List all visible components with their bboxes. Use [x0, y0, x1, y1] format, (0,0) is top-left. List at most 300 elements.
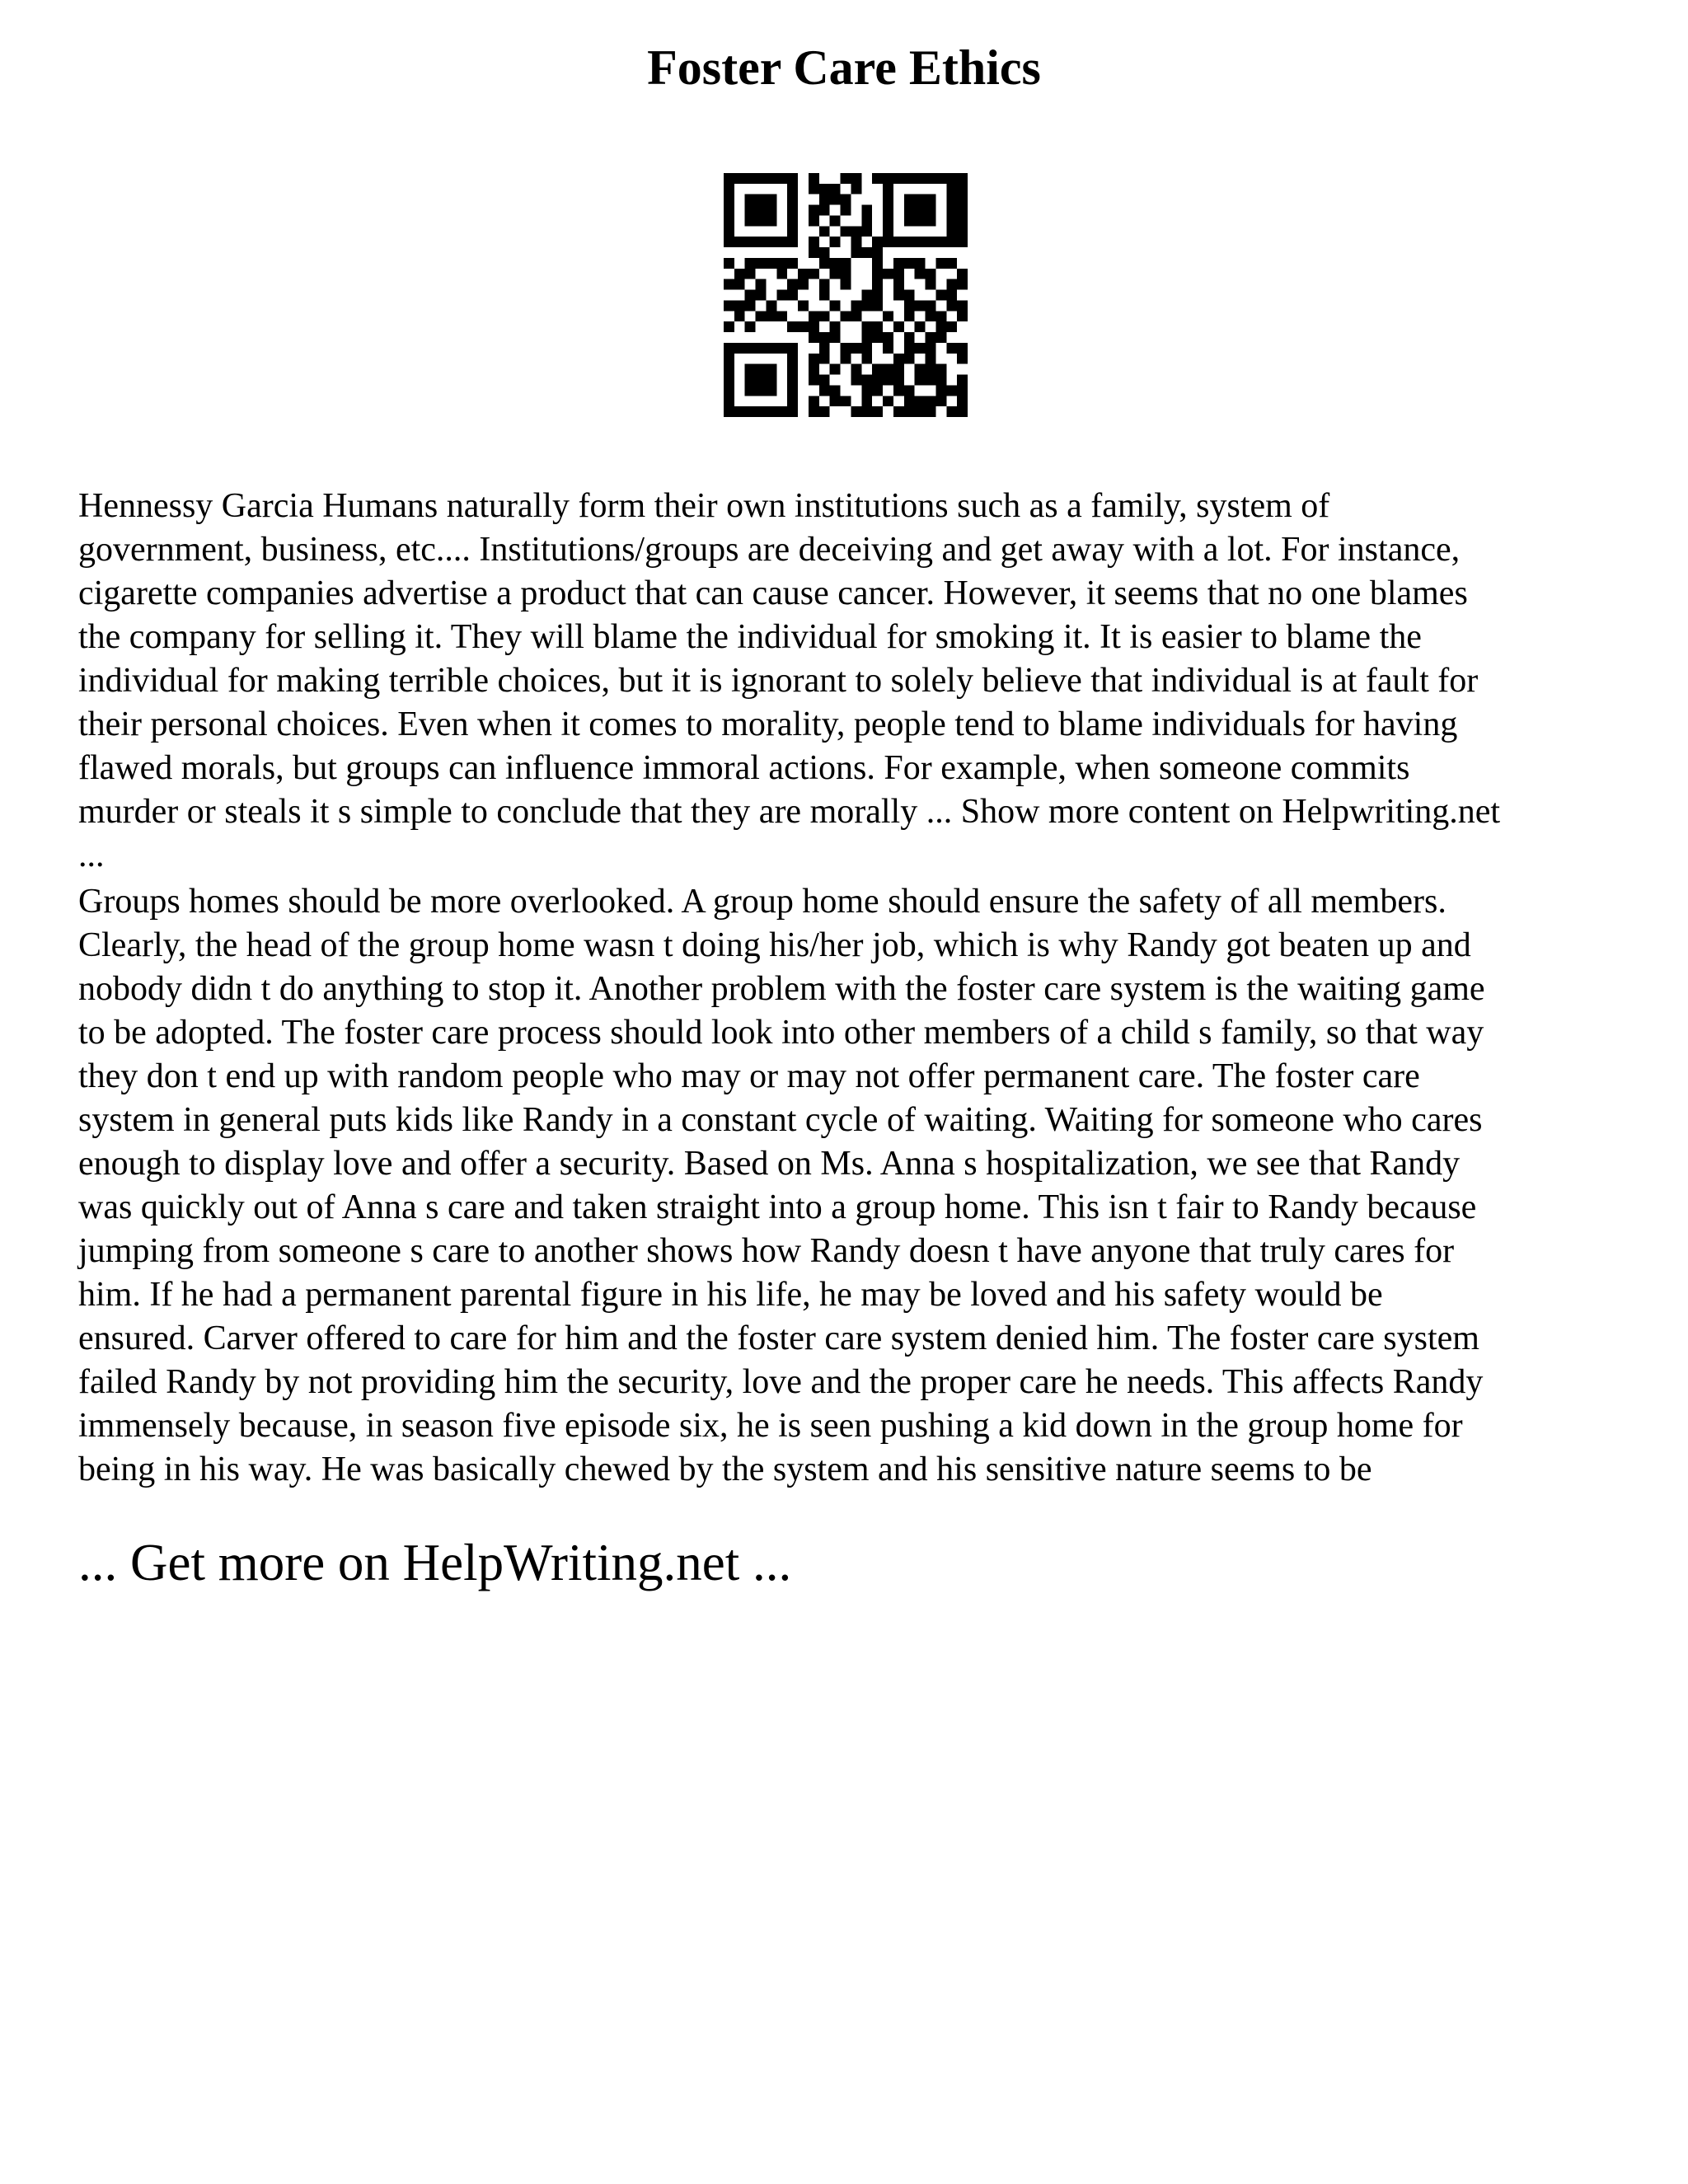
qr-module: [904, 385, 915, 396]
qr-module: [915, 205, 926, 216]
qr-module: [861, 215, 872, 226]
qr-module: [830, 300, 841, 311]
qr-module: [841, 194, 851, 205]
qr-module: [883, 184, 893, 194]
qr-module: [851, 343, 861, 354]
qr-module: [841, 173, 851, 184]
paragraph-line: was quickly out of Anna s care and taken straight into a group home. This isn t fair to Randy because: [78, 1188, 1477, 1226]
document-title: Foster Care Ethics: [647, 40, 1041, 95]
qr-module: [893, 173, 904, 184]
qr-module: [724, 406, 734, 417]
qr-module: [809, 364, 819, 375]
qr-module: [872, 279, 883, 290]
qr-module: [776, 237, 787, 247]
qr-module: [745, 258, 756, 269]
qr-module: [893, 321, 904, 332]
qr-module: [883, 173, 893, 184]
qr-module: [798, 269, 809, 279]
qr-module: [861, 385, 872, 396]
qr-module: [819, 311, 830, 321]
qr-module: [893, 279, 904, 290]
qr-module: [946, 205, 957, 216]
qr-module: [915, 364, 926, 375]
qr-module: [745, 194, 756, 205]
qr-module: [851, 375, 861, 386]
qr-module: [745, 300, 756, 311]
qr-module: [926, 173, 936, 184]
qr-module: [787, 215, 798, 226]
qr-module: [787, 226, 798, 237]
qr-module: [957, 205, 968, 216]
qr-module: [745, 290, 756, 301]
qr-module: [946, 237, 957, 247]
qr-module: [946, 226, 957, 237]
qr-module: [766, 237, 776, 247]
qr-module: [809, 173, 819, 184]
qr-module: [883, 396, 893, 406]
qr-module: [872, 364, 883, 375]
qr-module: [724, 215, 734, 226]
qr-module: [787, 396, 798, 406]
qr-module: [787, 237, 798, 247]
qr-module: [756, 406, 767, 417]
qr-module: [819, 332, 830, 343]
qr-module: [946, 406, 957, 417]
qr-module: [724, 194, 734, 205]
qr-module: [946, 279, 957, 290]
qr-module: [787, 321, 798, 332]
qr-module: [787, 354, 798, 364]
qr-module: [819, 375, 830, 386]
qr-module: [787, 184, 798, 194]
qr-module: [957, 173, 968, 184]
qr-module: [734, 269, 745, 279]
qr-module: [915, 258, 926, 269]
qr-module: [787, 279, 798, 290]
qr-module: [883, 194, 893, 205]
qr-module: [734, 237, 745, 247]
qr-module: [935, 321, 946, 332]
qr-module: [766, 215, 776, 226]
qr-module: [787, 258, 798, 269]
qr-module: [830, 184, 841, 194]
qr-module: [766, 343, 776, 354]
qr-module: [957, 300, 968, 311]
qr-module: [946, 385, 957, 396]
qr-module: [926, 300, 936, 311]
qr-module: [904, 173, 915, 184]
paragraph-line: ...: [78, 837, 105, 874]
qr-module: [872, 300, 883, 311]
qr-module: [926, 237, 936, 247]
qr-module: [904, 354, 915, 364]
paragraph-line: being in his way. He was basically chewed by the system and his sensitive nature seems to be: [78, 1451, 1372, 1488]
qr-module: [861, 290, 872, 301]
qr-module: [745, 269, 756, 279]
qr-module: [957, 237, 968, 247]
qr-module: [766, 364, 776, 375]
qr-module: [893, 258, 904, 269]
qr-module: [745, 321, 756, 332]
qr-module: [893, 290, 904, 301]
qr-module: [724, 321, 734, 332]
qr-module: [798, 321, 809, 332]
qr-module: [787, 406, 798, 417]
qr-module: [756, 375, 767, 386]
qr-module: [809, 184, 819, 194]
paragraph-line: him. If he had a permanent parental figure in his life, he may be loved and his safety would be: [78, 1276, 1383, 1314]
qr-module: [883, 343, 893, 354]
qr-module: [926, 354, 936, 364]
qr-module: [904, 194, 915, 205]
qr-module: [872, 269, 883, 279]
qr-module: [926, 343, 936, 354]
qr-module: [872, 173, 883, 184]
qr-module: [724, 300, 734, 311]
qr-module: [819, 354, 830, 364]
qr-module: [904, 396, 915, 406]
qr-module: [745, 237, 756, 247]
qr-module: [809, 311, 819, 321]
qr-module: [756, 215, 767, 226]
qr-module: [724, 354, 734, 364]
qr-module: [734, 311, 745, 321]
qr-module: [756, 290, 767, 301]
qr-module: [787, 205, 798, 216]
paragraph-line: Groups homes should be more overlooked. A group home should ensure the safety of all members.: [78, 883, 1447, 921]
paragraph-line: cigarette companies advertise a product that can cause cancer. However, it seems that no one blames: [78, 574, 1468, 612]
qr-module: [861, 396, 872, 406]
qr-module: [766, 300, 776, 311]
paragraph-line: Hennessy Garcia Humans naturally form their own institutions such as a family, system of: [78, 487, 1330, 525]
qr-module: [734, 406, 745, 417]
qr-module: [766, 194, 776, 205]
qr-module: [851, 311, 861, 321]
qr-module: [809, 215, 819, 226]
qr-module: [872, 375, 883, 386]
qr-module: [841, 354, 851, 364]
paragraph-line: they don t end up with random people who may or may not offer permanent care. The foster care: [78, 1057, 1420, 1095]
qr-module: [830, 258, 841, 269]
qr-module: [841, 279, 851, 290]
qr-module: [745, 375, 756, 386]
qr-module: [946, 290, 957, 301]
qr-module: [915, 269, 926, 279]
qr-module: [926, 406, 936, 417]
qr-module: [872, 290, 883, 301]
qr-module: [819, 385, 830, 396]
qr-module: [766, 173, 776, 184]
qr-module: [926, 215, 936, 226]
qr-module: [756, 364, 767, 375]
qr-module: [830, 385, 841, 396]
qr-module: [926, 269, 936, 279]
qr-module: [809, 321, 819, 332]
qr-module: [756, 343, 767, 354]
qr-module: [756, 385, 767, 396]
qr-module: [819, 194, 830, 205]
qr-module: [957, 184, 968, 194]
paragraph-line: enough to display love and offer a security. Based on Ms. Anna s hospitalization, we see that Randy: [78, 1145, 1461, 1183]
qr-module: [830, 194, 841, 205]
qr-module: [946, 258, 957, 269]
qr-module: [915, 406, 926, 417]
qr-module: [756, 194, 767, 205]
qr-module: [734, 343, 745, 354]
qr-module: [872, 332, 883, 343]
qr-module: [841, 269, 851, 279]
qr-module: [915, 237, 926, 247]
qr-module: [724, 184, 734, 194]
qr-module: [756, 173, 767, 184]
qr-module: [926, 375, 936, 386]
qr-module: [904, 343, 915, 354]
qr-module: [883, 364, 893, 375]
qr-module: [946, 343, 957, 354]
qr-module: [776, 173, 787, 184]
paragraph-line: failed Randy by not providing him the security, love and the proper care he needs. This affects Randy: [78, 1363, 1484, 1401]
qr-module: [819, 226, 830, 237]
qr-module: [957, 226, 968, 237]
qr-module: [809, 332, 819, 343]
qr-module: [841, 396, 851, 406]
qr-module: [841, 258, 851, 269]
qr-module: [893, 375, 904, 386]
qr-module: [935, 396, 946, 406]
qr-module: [926, 396, 936, 406]
qr-module: [809, 247, 819, 258]
qr-module: [819, 343, 830, 354]
qr-module: [883, 226, 893, 237]
qr-module: [830, 364, 841, 375]
qr-module: [883, 332, 893, 343]
qr-module: [935, 173, 946, 184]
paragraph-2: [78, 880, 1644, 1492]
qr-module: [776, 311, 787, 321]
qr-module: [893, 385, 904, 396]
qr-module: [819, 258, 830, 269]
qr-module: [957, 215, 968, 226]
qr-module: [776, 343, 787, 354]
qr-module: [872, 406, 883, 417]
qr-module: [809, 354, 819, 364]
qr-module: [756, 205, 767, 216]
qr-module: [724, 226, 734, 237]
qr-module: [766, 205, 776, 216]
qr-module: [957, 406, 968, 417]
qr-module: [861, 321, 872, 332]
qr-module: [787, 290, 798, 301]
qr-module: [872, 247, 883, 258]
qr-module: [724, 364, 734, 375]
qr-module: [724, 396, 734, 406]
qr-module: [904, 406, 915, 417]
qr-module: [841, 226, 851, 237]
qr-module: [787, 343, 798, 354]
qr-module: [946, 215, 957, 226]
qr-module: [915, 173, 926, 184]
qr-module: [946, 321, 957, 332]
paragraph-line: system in general puts kids like Randy in a constant cycle of waiting. Waiting for someone who cares: [78, 1101, 1483, 1139]
paragraph-line: jumping from someone s care to another shows how Randy doesn t have anyone that truly cares for: [78, 1232, 1455, 1270]
qr-module: [766, 385, 776, 396]
qr-module: [841, 343, 851, 354]
qr-module: [957, 354, 968, 364]
qr-module: [904, 215, 915, 226]
qr-module: [957, 375, 968, 386]
qr-module: [766, 406, 776, 417]
qr-module: [904, 300, 915, 311]
qr-module: [861, 226, 872, 237]
qr-module: [861, 332, 872, 343]
qr-module: [904, 332, 915, 343]
qr-module: [883, 375, 893, 386]
qr-module: [851, 247, 861, 258]
qr-module: [830, 332, 841, 343]
qr-module: [926, 205, 936, 216]
qr-module: [957, 396, 968, 406]
qr-module: [915, 215, 926, 226]
qr-module: [841, 205, 851, 216]
get-more-link[interactable]: ... Get more on HelpWriting.net ...: [78, 1534, 792, 1591]
qr-module: [745, 343, 756, 354]
qr-module: [893, 406, 904, 417]
qr-code-icon: [724, 173, 968, 417]
qr-module: [776, 290, 787, 301]
qr-module: [861, 343, 872, 354]
paragraph-line: the company for selling it. They will blame the individual for smoking it. It is easier to blame the: [78, 618, 1422, 656]
paragraph-line: Clearly, the head of the group home wasn t doing his/her job, which is why Randy got beaten up and: [78, 926, 1471, 964]
qr-module: [756, 237, 767, 247]
qr-module: [926, 279, 936, 290]
qr-module: [957, 269, 968, 279]
qr-module: [872, 321, 883, 332]
qr-module: [872, 237, 883, 247]
paragraph-line: their personal choices. Even when it comes to morality, people tend to blame individuals for having: [78, 705, 1458, 743]
qr-module: [776, 406, 787, 417]
qr-module: [926, 311, 936, 321]
qr-module: [819, 279, 830, 290]
qr-module: [724, 258, 734, 269]
paragraph-line: ensured. Carver offered to care for him and the foster care system denied him. The foster care system: [78, 1319, 1479, 1357]
paragraph-line: to be adopted. The foster care process should look into other members of a child s family, so that way: [78, 1014, 1484, 1052]
qr-module: [756, 311, 767, 321]
qr-module: [957, 385, 968, 396]
qr-module: [904, 258, 915, 269]
qr-module: [872, 385, 883, 396]
qr-module: [883, 215, 893, 226]
qr-module: [745, 173, 756, 184]
qr-module: [883, 311, 893, 321]
qr-module: [946, 194, 957, 205]
qr-module: [724, 237, 734, 247]
qr-module: [787, 194, 798, 205]
qr-module: [893, 237, 904, 247]
qr-module: [819, 205, 830, 216]
qr-module: [893, 364, 904, 375]
qr-module: [819, 184, 830, 194]
qr-module: [915, 396, 926, 406]
qr-module: [809, 396, 819, 406]
qr-module: [926, 364, 936, 375]
qr-module: [724, 279, 734, 290]
qr-module: [872, 258, 883, 269]
qr-module: [904, 311, 915, 321]
qr-module: [957, 311, 968, 321]
qr-module: [766, 375, 776, 386]
qr-module: [957, 343, 968, 354]
paragraph-line: murder or steals it s simple to conclude that they are morally ... Show more content on Helpwriting.net: [78, 793, 1501, 831]
paragraph-line: immensely because, in season five episode six, he is seen pushing a kid down in the group home for: [78, 1407, 1463, 1445]
qr-module: [776, 269, 787, 279]
qr-module: [766, 258, 776, 269]
qr-module: [915, 343, 926, 354]
qr-module: [756, 279, 767, 290]
qr-module: [935, 375, 946, 386]
qr-module: [861, 205, 872, 216]
qr-module: [798, 300, 809, 311]
qr-module: [935, 332, 946, 343]
qr-module: [830, 215, 841, 226]
qr-module: [851, 406, 861, 417]
qr-module: [946, 184, 957, 194]
qr-module: [734, 279, 745, 290]
qr-module: [915, 300, 926, 311]
qr-module: [893, 354, 904, 364]
qr-module: [809, 269, 819, 279]
qr-module: [861, 247, 872, 258]
qr-module: [904, 290, 915, 301]
qr-module: [861, 375, 872, 386]
qr-module: [935, 311, 946, 321]
qr-module: [734, 300, 745, 311]
qr-module: [809, 375, 819, 386]
qr-module: [861, 406, 872, 417]
qr-module: [809, 406, 819, 417]
paragraph-line: nobody didn t do anything to stop it. Another problem with the foster care system is the waiting game: [78, 970, 1485, 1008]
qr-module: [851, 300, 861, 311]
qr-module: [861, 354, 872, 364]
qr-module: [957, 194, 968, 205]
qr-module: [745, 406, 756, 417]
qr-module: [935, 364, 946, 375]
qr-module: [861, 300, 872, 311]
qr-module: [926, 332, 936, 343]
qr-module: [787, 364, 798, 375]
qr-module: [851, 173, 861, 184]
qr-module: [957, 279, 968, 290]
qr-module: [724, 385, 734, 396]
qr-module: [819, 406, 830, 417]
qr-module: [745, 385, 756, 396]
qr-module: [809, 237, 819, 247]
qr-module: [734, 173, 745, 184]
qr-module: [830, 396, 841, 406]
paragraph-line: flawed morals, but groups can influence immoral actions. For example, when someone commits: [78, 749, 1410, 787]
qr-module: [745, 215, 756, 226]
qr-module: [766, 311, 776, 321]
qr-module: [830, 269, 841, 279]
qr-module: [724, 173, 734, 184]
paragraph-line: government, business, etc.... Institutions/groups are deceiving and get away with a lot. For instance,: [78, 531, 1461, 569]
qr-module: [883, 269, 893, 279]
qr-module: [851, 364, 861, 375]
paragraph-line: individual for making terrible choices, but it is ignorant to solely believe that individual is at fault for: [78, 662, 1479, 700]
qr-module: [830, 237, 841, 247]
qr-module: [787, 385, 798, 396]
qr-module: [809, 205, 819, 216]
qr-module: [819, 247, 830, 258]
